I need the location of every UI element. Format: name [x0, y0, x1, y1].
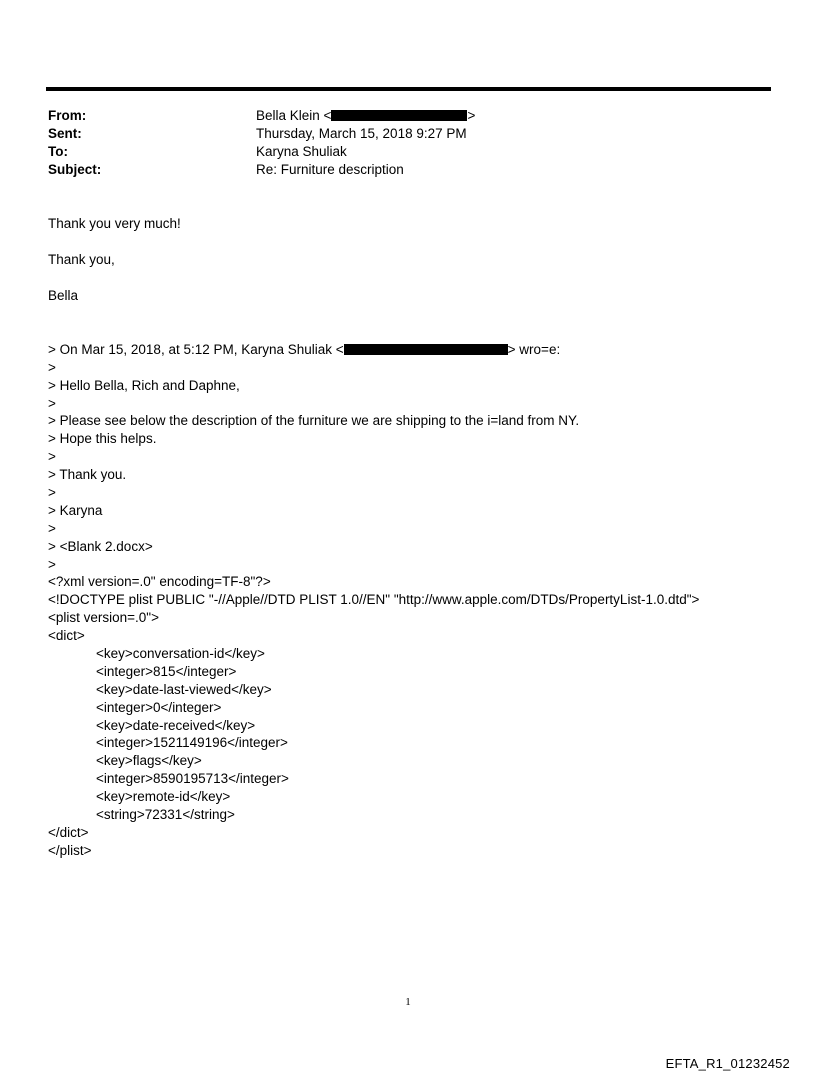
redaction-box [331, 110, 467, 121]
plist-entry: <key>date-last-viewed</key> [96, 682, 272, 697]
to-value: Karyna Shuliak [256, 144, 347, 159]
body-line: Bella [48, 288, 79, 303]
sent-label: Sent: [48, 126, 82, 141]
body-line: Thank you, [48, 252, 115, 267]
to-label: To: [48, 144, 68, 159]
plist-open: <plist version=.0"> [48, 610, 159, 625]
quoted-line: > Thank you. [48, 467, 127, 482]
header-rule [46, 87, 771, 91]
quoted-line: > Hope this helps. [48, 431, 157, 446]
quoted-line: > [48, 360, 56, 375]
from-end: > [467, 108, 476, 123]
from-name: Bella Klein < [256, 108, 332, 123]
xml-declaration: <?xml version=.0" encoding=TF-8"?> [48, 574, 271, 589]
quoted-line: > Please see below the description of the furniture we are shipping to the i=land from NY. [48, 413, 580, 428]
subject-label: Subject: [48, 162, 102, 177]
plist-entry: <integer>8590195713</integer> [96, 771, 289, 786]
plist-entry: <key>date-received</key> [96, 718, 256, 733]
from-label: From: [48, 108, 87, 123]
subject-value: Re: Furniture description [256, 162, 404, 177]
redaction-box [344, 344, 508, 355]
plist-entry: <key>flags</key> [96, 753, 202, 768]
quoted-line: > [48, 485, 56, 500]
dict-close: </dict> [48, 825, 89, 840]
quoted-line: > [48, 557, 56, 572]
doctype-line: <!DOCTYPE plist PUBLIC "-//Apple//DTD PLIST 1.0//EN" "http://www.apple.com/DTDs/PropertyList-1.0.dtd"> [48, 592, 700, 607]
bates-number: EFTA_R1_01232452 [665, 1056, 790, 1071]
plist-entry: <integer>815</integer> [96, 664, 237, 679]
page-number: 1 [405, 996, 411, 1008]
plist-entry: <integer>0</integer> [96, 700, 222, 715]
plist-entry: <integer>1521149196</integer> [96, 735, 288, 750]
plist-entry: <key>conversation-id</key> [96, 646, 265, 661]
quoted-line: > <Blank 2.docx> [48, 539, 153, 554]
attribution-start: > On Mar 15, 2018, at 5:12 PM, Karyna Shuliak < [48, 342, 344, 357]
plist-entry: <key>remote-id</key> [96, 789, 231, 804]
quoted-line: > Hello Bella, Rich and Daphne, [48, 378, 240, 393]
quoted-line: > [48, 449, 56, 464]
sent-value: Thursday, March 15, 2018 9:27 PM [256, 126, 467, 141]
quote-attribution [48, 341, 560, 359]
plist-entry: <string>72331</string> [96, 807, 235, 822]
quoted-line: > [48, 396, 56, 411]
quoted-line: > Karyna [48, 503, 103, 518]
body-line: Thank you very much! [48, 216, 181, 231]
dict-open: <dict> [48, 628, 85, 643]
quoted-line: > [48, 521, 56, 536]
plist-close: </plist> [48, 843, 92, 858]
from-value [256, 107, 475, 125]
attribution-end: > wro=e: [507, 342, 561, 357]
